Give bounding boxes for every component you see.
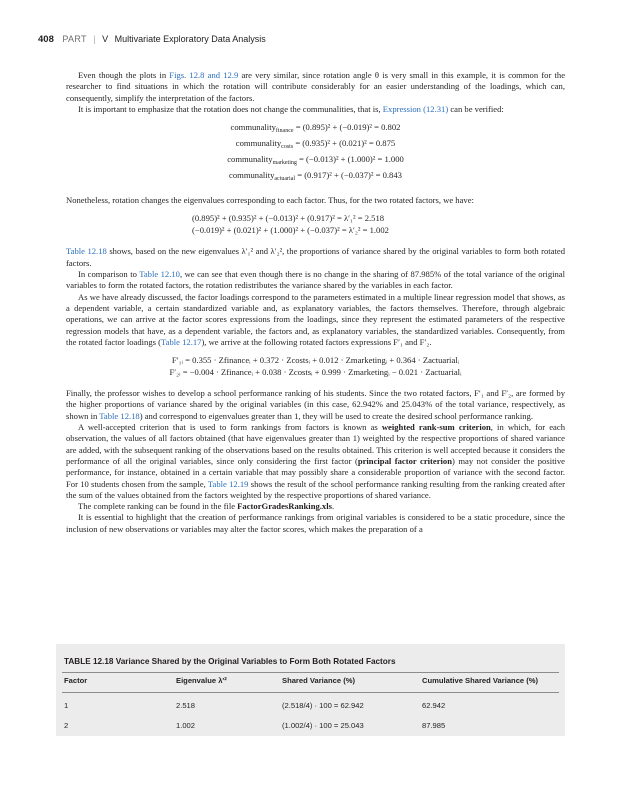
factor-score-equations	[66, 354, 565, 378]
factor-score-equation-2: F′₂ᵢ = −0.004 · Zfinanceᵢ + 0.038 · Zcostsᵢ + 0.999 · Zmarketingᵢ − 0.021 · Zactuarialᵢ	[169, 367, 462, 378]
comm-name: communality	[227, 154, 273, 165]
page-number: 408	[38, 34, 54, 45]
p2-text-a: It is important to emphasize that the rotation does not change the communalities, that is,	[78, 103, 383, 114]
comm-rhs: = (−0.013)² + (1.000)² = 1.000	[299, 154, 404, 165]
header-cumulative: Cumulative Shared Variance (%)	[422, 676, 539, 685]
link-figs-12-8-12-9[interactable]: Figs. 12.8 and 12.9	[169, 70, 239, 80]
p1-text-b: are very similar, since rotation angle θ is very small in this example, it is common for the researcher to find situations in which the rotation will contribute considerably for an easier understanding of the loadings, which can, consequently, simplify the interpretation of the factors.	[66, 70, 566, 103]
p8-text-b: , in which, for each observation, the values of all factors obtained (that have eigenvalues greater than 1) weighted by the respective proportions of shared variance are added, with the subsequent ranking of the observations based on the results obtained. This criterion is well accepted because it considers the performance of all the original variables, since only considering the first factor (	[66, 422, 565, 466]
comm-sub: marketing	[272, 160, 297, 167]
paragraph-1	[66, 70, 565, 104]
p6-text-b: ), we arrive at the following rotated factors expressions F′₁ and F′₂.	[201, 336, 432, 347]
comm-sub: actuarial	[274, 176, 296, 183]
comm-name: communality	[230, 122, 276, 133]
paragraph-5	[66, 269, 565, 292]
p8-bold-term: weighted rank-sum criterion	[381, 422, 491, 433]
p2-text-b: can be verified:	[448, 103, 504, 114]
communality-costs	[66, 137, 565, 153]
p4-text: shows, based on the new eigenvalues λ′₁² and λ′₂², the proportions of variance shared by the original variables to form both rotated factors.	[66, 246, 566, 268]
eigen-equation-1: (0.895)² + (0.935)² + (−0.013)² + (0.917)² = λ′₁² = 2.518	[192, 213, 385, 224]
paragraph-7	[66, 388, 565, 422]
p5-text-a: In comparison to	[78, 269, 140, 280]
paragraph-10: It is essential to highlight that the creation of performance rankings from original variables is considered to be a static procedure, since the inclusion of new observations or variables may alter the factor scores, which makes the preparation of a	[66, 512, 565, 534]
communality-equations	[66, 121, 565, 185]
p1-text-a: Even though the plots in	[78, 70, 170, 80]
comm-rhs: = (0.935)² + (0.021)² = 0.875	[295, 138, 396, 149]
header-eigenvalue: Eigenvalue λ′²	[176, 676, 227, 685]
communality-actuarial	[66, 169, 565, 185]
header-factor: Factor	[64, 676, 88, 685]
running-header	[38, 34, 266, 45]
table-top-rule	[62, 672, 559, 673]
p9-text-b: .	[331, 501, 335, 512]
cell-eigenvalue: 2.518	[176, 701, 196, 710]
paragraph-2	[66, 104, 565, 115]
p7-text-b: ) and correspond to eigenvalues greater than 1, they will be used to create the desired school performance ranking.	[139, 410, 533, 421]
comm-rhs: = (0.917)² + (−0.037)² = 0.843	[297, 170, 402, 181]
table-header-row	[56, 676, 565, 691]
paragraph-4	[66, 246, 565, 269]
factor-score-equation-1: F′₁ᵢ = 0.355 · Zfinanceᵢ + 0.372 · Zcostsᵢ + 0.012 · Zmarketingᵢ + 0.364 · Zactuarialᵢ	[171, 355, 460, 366]
comm-name: communality	[229, 170, 275, 181]
table-header-rule	[62, 692, 559, 693]
cell-factor: 1	[64, 701, 69, 710]
p8-bold-term-2: principal factor criterion	[357, 455, 453, 466]
link-expression-12-31[interactable]: Expression (12.31)	[382, 103, 449, 114]
part-number: V	[102, 34, 109, 44]
cell-shared-variance: (2.518/4) · 100 = 62.942	[282, 701, 364, 710]
p8-text-c: ) may not consider the positive performance, for instance, obtained in a certain variable that may possibly share a considerable proportion of variance with the second factor. For 10 students chosen from the sample,	[66, 455, 565, 489]
file-name: FactorGradesRanking.xls	[237, 501, 332, 512]
comm-sub: costs	[281, 144, 294, 151]
running-title: Multivariate Exploratory Data Analysis	[114, 34, 266, 44]
p6-text-a: As we have already discussed, the factor loadings correspond to the parameters estimated in a multiple linear regression model that shows, as a dependent variable, a certain standardized variable and, as explanatory variables, the factors themselves. Therefore, through algebraic operations, we can arrive at the factor scores expressions from the loadings, since they represent the estimated parameters of the respective regression models that have, as a dependent variable, the factors and, as explanatory variables, the standardized variables. Consequently, from the rotated factor loadings (	[66, 291, 565, 347]
comm-sub: finance	[275, 128, 294, 135]
eigenvalue-equations	[66, 212, 565, 236]
link-table-12-17[interactable]: Table 12.17	[160, 336, 202, 347]
eigen-equation-2: (−0.019)² + (0.021)² + (1.000)² + (−0.037)² = λ′₂² = 1.002	[192, 225, 389, 236]
cell-eigenvalue: 1.002	[176, 721, 196, 730]
paragraph-6	[66, 292, 565, 348]
p7-text-a: Finally, the professor wishes to develop a school performance ranking of his students. Since the two rotated factors, F′₁ and F′₂, are formed by the higher proportions of variance shared by the original variables (in this case, 62.942% and 25.043% of the total variance, respectively, as shown in	[66, 388, 565, 421]
cell-cumulative: 62.942	[422, 701, 446, 710]
p9-text-a: The complete ranking can be found in the file	[78, 501, 238, 512]
header-shared-variance: Shared Variance (%)	[282, 676, 356, 685]
link-table-12-10[interactable]: Table 12.10	[139, 269, 180, 280]
part-label: PART	[62, 34, 87, 44]
link-table-12-18b[interactable]: Table 12.18	[99, 410, 140, 421]
communality-marketing	[66, 153, 565, 169]
table-caption: TABLE 12.18 Variance Shared by the Original Variables to Form Both Rotated Factors	[64, 657, 396, 666]
cell-factor: 2	[64, 721, 69, 730]
paragraph-8	[66, 422, 565, 501]
p8-text-a: A well-accepted criterion that is used to form rankings from factors is known as	[78, 422, 382, 433]
link-table-12-18[interactable]: Table 12.18	[66, 246, 107, 257]
paragraph-3: Nonetheless, rotation changes the eigenvalues corresponding to each factor. Thus, for the two rotated factors, we have:	[66, 195, 474, 206]
link-table-12-19[interactable]: Table 12.19	[207, 478, 249, 489]
page-body	[66, 70, 565, 535]
cell-shared-variance: (1.002/4) · 100 = 25.043	[282, 721, 364, 730]
comm-name: communality	[235, 138, 282, 149]
table-12-18	[56, 644, 565, 736]
p5-text-b: , we can see that even though there is no change in the sharing of 87.985% of the total variance of the original variables to form the rotated factors, the rotation redistributes the variance shared by the variables in each factor.	[66, 269, 566, 291]
communality-finance	[66, 121, 565, 137]
comm-rhs: = (0.895)² + (−0.019)² = 0.802	[295, 122, 401, 133]
header-separator: |	[93, 34, 96, 44]
p8-text-d: shows the result of the school performance ranking resulting from the ranking created after the sum of the values obtained from the factors weighted by the respective proportions of shared variance.	[66, 478, 565, 500]
paragraph-9	[66, 501, 565, 512]
cell-cumulative: 87.985	[422, 721, 446, 730]
